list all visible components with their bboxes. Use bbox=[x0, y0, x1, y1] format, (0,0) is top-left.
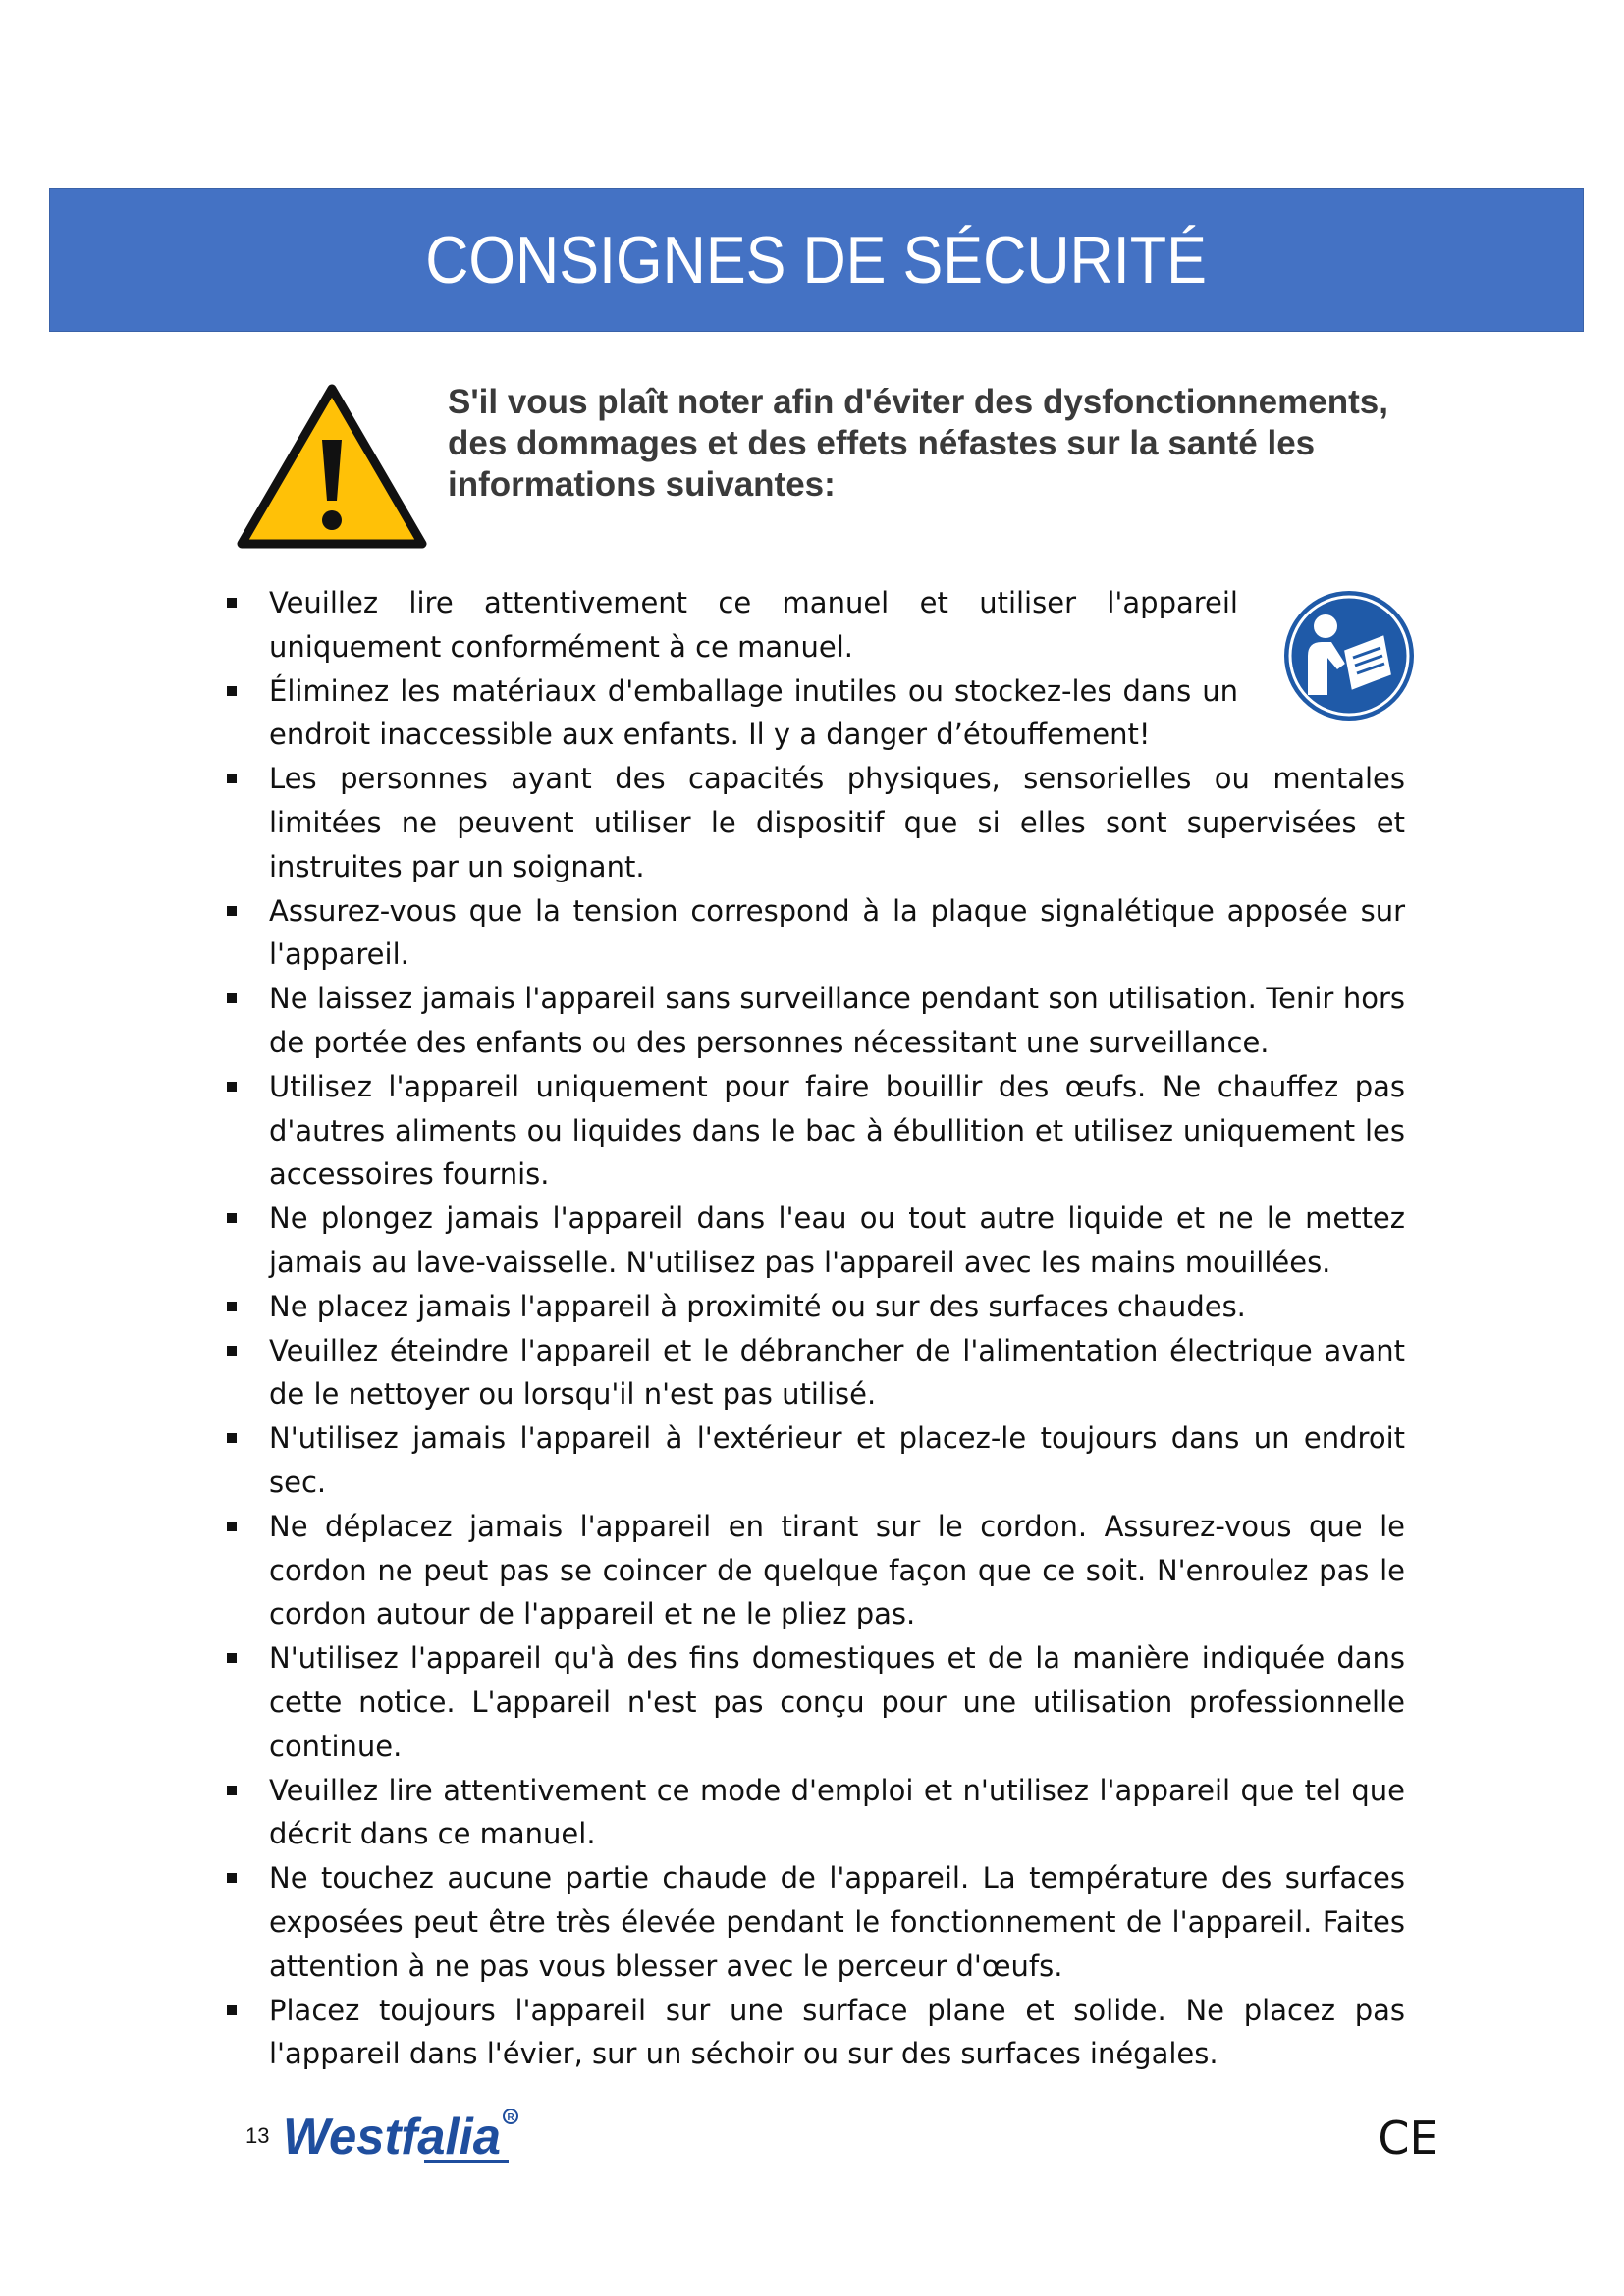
westfalia-logo bbox=[277, 2103, 532, 2169]
bullet-icon bbox=[227, 1082, 237, 1092]
bullet-icon bbox=[227, 1786, 237, 1795]
bullet-icon bbox=[227, 774, 237, 783]
list-item: N'utilisez l'appareil qu'à des fins domestiques et de la manière indiquée dans cette notice. L'appareil n'est pas conçu pour une utilisation professionnelle continue. bbox=[222, 1636, 1405, 1768]
warning-triangle-icon bbox=[234, 381, 430, 554]
list-item: Veuillez éteindre l'appareil et le débrancher de l'alimentation électrique avant de le nettoyer ou lorsqu'il n'est pas utilisé. bbox=[222, 1329, 1405, 1417]
svg-text:R: R bbox=[507, 2112, 514, 2123]
ce-mark-icon bbox=[1373, 2110, 1443, 2160]
list-item: Veuillez lire attentivement ce mode d'emploi et n'utilisez l'appareil que tel que décrit dans ce manuel. bbox=[222, 1769, 1405, 1857]
bullet-icon bbox=[227, 1346, 237, 1356]
page-number: 13 bbox=[245, 2123, 270, 2148]
bullet-icon bbox=[227, 1433, 237, 1443]
bullet-icon bbox=[227, 1213, 237, 1223]
list-item: Assurez-vous que la tension correspond à la plaque signalétique apposée sur l'appareil. bbox=[222, 889, 1405, 978]
bullet-icon bbox=[227, 2005, 237, 2015]
list-item: Veuillez lire attentivement ce manuel et utiliser l'appareil uniquement conformément à ce manuel. bbox=[222, 581, 1238, 669]
safety-instructions-list bbox=[222, 581, 1405, 2076]
list-item: Placez toujours l'appareil sur une surface plane et solide. Ne placez pas l'appareil dans l'évier, sur un séchoir ou sur des surfaces inégales. bbox=[222, 1989, 1405, 2077]
list-item: Utilisez l'appareil uniquement pour faire bouillir des œufs. Ne chauffez pas d'autres aliments ou liquides dans le bac à ébullition et utilisez uniquement les accessoires fournis. bbox=[222, 1065, 1405, 1197]
list-item: Ne placez jamais l'appareil à proximité ou sur des surfaces chaudes. bbox=[222, 1285, 1405, 1329]
bullet-icon bbox=[227, 993, 237, 1003]
list-item: Éliminez les matériaux d'emballage inutiles ou stockez-les dans un endroit inaccessible aux enfants. Il y a danger d’étouffement! bbox=[222, 669, 1238, 758]
bullet-icon bbox=[227, 906, 237, 916]
list-item: Ne touchez aucune partie chaude de l'appareil. La température des surfaces exposées peut être très élevée pendant le fonctionnement de l'appareil. Faites attention à ne pas vous blesser avec le perceur d'œufs. bbox=[222, 1856, 1405, 1988]
svg-text:CE: CE bbox=[1378, 2111, 1438, 2160]
bullet-icon bbox=[227, 1873, 237, 1883]
bullet-icon bbox=[227, 1522, 237, 1531]
list-item: Ne laissez jamais l'appareil sans surveillance pendant son utilisation. Tenir hors de portée des enfants ou des personnes nécessitant une surveillance. bbox=[222, 977, 1405, 1065]
page-title: CONSIGNES DE SÉCURITÉ bbox=[425, 223, 1208, 297]
list-item: Ne plongez jamais l'appareil dans l'eau ou tout autre liquide et ne le mettez jamais au lave-vaisselle. N'utilisez pas l'appareil avec les mains mouillées. bbox=[222, 1197, 1405, 1285]
list-item: Ne déplacez jamais l'appareil en tirant sur le cordon. Assurez-vous que le cordon ne peut pas se coincer de quelque façon que ce soit. N'enroulez pas le cordon autour de l'appareil et ne le pliez pas. bbox=[222, 1505, 1405, 1636]
list-item: N'utilisez jamais l'appareil à l'extérieur et placez-le toujours dans un endroit sec. bbox=[222, 1416, 1405, 1505]
header-banner bbox=[49, 188, 1584, 332]
intro-notice: S'il vous plaît noter afin d'éviter des dysfonctionnements, des dommages et des effets néfastes sur la santé les informations suivantes: bbox=[448, 383, 1388, 504]
bullet-icon bbox=[227, 1302, 237, 1311]
bullet-icon bbox=[227, 598, 237, 608]
svg-text:Westfalia: Westfalia bbox=[283, 2109, 501, 2165]
bullet-icon bbox=[227, 686, 237, 696]
bullet-icon bbox=[227, 1653, 237, 1663]
list-item: Les personnes ayant des capacités physiques, sensorielles ou mentales limitées ne peuvent utiliser le dispositif que si elles sont supervisées et instruites par un soignant. bbox=[222, 757, 1405, 888]
